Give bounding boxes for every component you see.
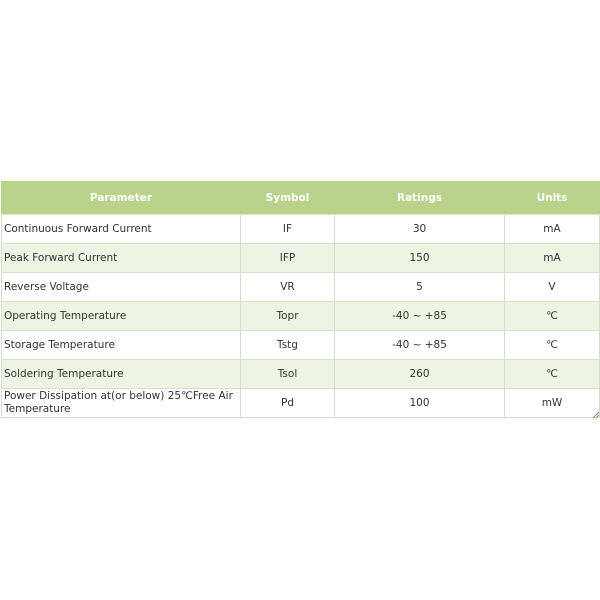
table-row bbox=[2, 389, 600, 418]
table-row bbox=[2, 215, 600, 244]
cell-parameter: Continuous Forward Current bbox=[2, 215, 241, 244]
cell-unit: mA bbox=[505, 215, 600, 244]
table-body bbox=[2, 215, 600, 418]
cell-symbol: Topr bbox=[241, 302, 335, 331]
cell-rating: 100 bbox=[335, 389, 505, 418]
absolute-ratings-table bbox=[1, 181, 600, 418]
cell-rating: 5 bbox=[335, 273, 505, 302]
table-row bbox=[2, 331, 600, 360]
header-parameter: Parameter bbox=[2, 182, 241, 215]
cell-symbol: IF bbox=[241, 215, 335, 244]
cell-unit: mA bbox=[505, 244, 600, 273]
cell-parameter: Reverse Voltage bbox=[2, 273, 241, 302]
cell-parameter: Peak Forward Current bbox=[2, 244, 241, 273]
cell-symbol: Pd bbox=[241, 389, 335, 418]
table-row bbox=[2, 244, 600, 273]
cell-parameter: Storage Temperature bbox=[2, 331, 241, 360]
cell-symbol: IFP bbox=[241, 244, 335, 273]
cell-unit: ℃ bbox=[505, 360, 600, 389]
cell-unit: V bbox=[505, 273, 600, 302]
table-row bbox=[2, 302, 600, 331]
resize-grip-icon[interactable] bbox=[593, 412, 599, 418]
cell-symbol: VR bbox=[241, 273, 335, 302]
cell-parameter: Soldering Temperature bbox=[2, 360, 241, 389]
header-symbol: Symbol bbox=[241, 182, 335, 215]
cell-rating: -40 ~ +85 bbox=[335, 331, 505, 360]
table-row bbox=[2, 273, 600, 302]
cell-parameter: Power Dissipation at(or below) 25℃Free Air Temperature bbox=[2, 389, 241, 418]
cell-unit: ℃ bbox=[505, 302, 600, 331]
cell-rating: 260 bbox=[335, 360, 505, 389]
cell-rating: 30 bbox=[335, 215, 505, 244]
cell-rating: -40 ~ +85 bbox=[335, 302, 505, 331]
cell-rating: 150 bbox=[335, 244, 505, 273]
cell-unit: mW bbox=[505, 389, 600, 418]
header-row bbox=[2, 182, 600, 215]
cell-parameter: Operating Temperature bbox=[2, 302, 241, 331]
header-ratings: Ratings bbox=[335, 182, 505, 215]
cell-unit: ℃ bbox=[505, 331, 600, 360]
table-row bbox=[2, 360, 600, 389]
header-units: Units bbox=[505, 182, 600, 215]
cell-symbol: Tsol bbox=[241, 360, 335, 389]
cell-symbol: Tstg bbox=[241, 331, 335, 360]
table-header bbox=[2, 182, 600, 215]
